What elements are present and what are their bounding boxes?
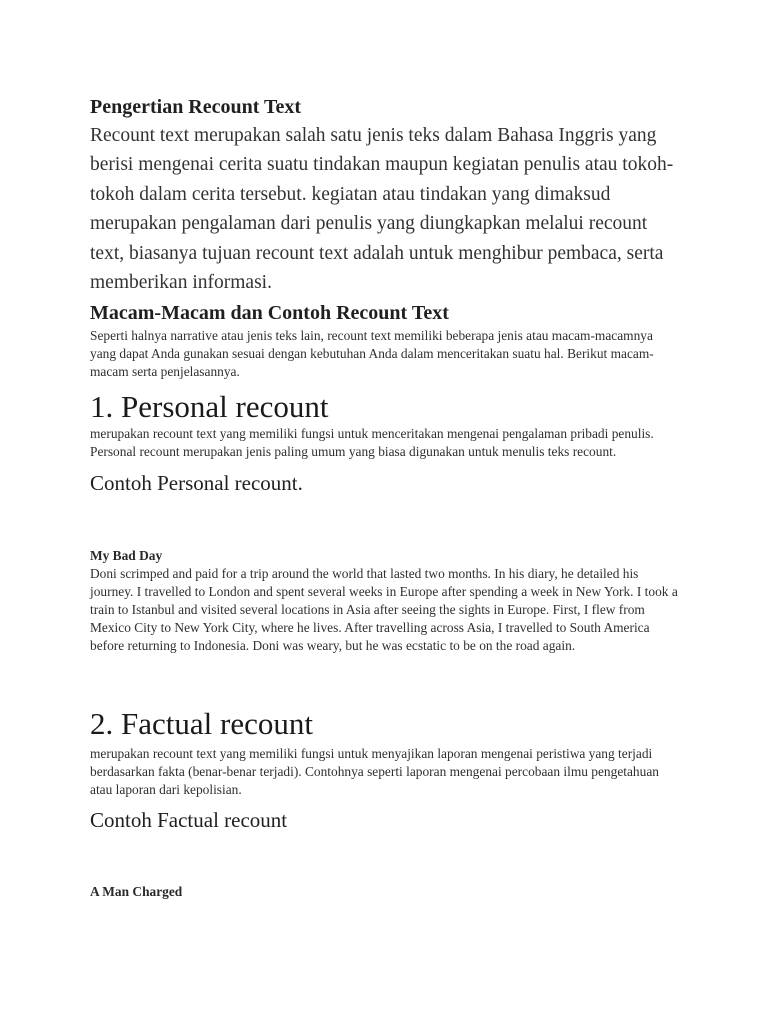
paragraph-macam: Seperti halnya narrative atau jenis teks lain, recount text memiliki beberapa jenis atau macam-macamnya yang dapat Anda gunakan sesuai dengan kebutuhan Anda dalam menceritakan suatu hal. Berikut macam-macam serta penjelasannya. (90, 328, 654, 380)
section-heading-macam: Macam-Macam dan Contoh Recount Text (90, 302, 449, 325)
document-page (90, 93, 690, 901)
paragraph-my-bad-day: Doni scrimped and paid for a trip around the world that lasted two months. In his diary, he detailed his journey. I travelled to London and spent several weeks in Europe after spending a week in New York. I took a train to Istanbul and visited several locations in Asia after seeing the sights in Europe. First, I flew from Mexico City to New York City, where he lives. After travelling across Asia, I travelled to South America before returning to Indonesia. Doni was weary, but he was ecstatic to be on the road again. (90, 566, 678, 654)
example-title-a-man-charged: A Man Charged (90, 884, 183, 900)
section-heading-pengertian: Pengertian Recount Text (90, 96, 302, 118)
heading-factual-example: Contoh Factual recount (90, 808, 288, 833)
paragraph-personal-description: merupakan recount text yang memiliki fungsi untuk menceritakan mengenai pengalaman pribadi penulis. Personal recount merupakan jenis paling umum yang biasa digunakan untuk menulis teks recount. (90, 426, 654, 460)
heading-personal-example: Contoh Personal recount. (90, 471, 303, 496)
example-title-my-bad-day: My Bad Day (90, 548, 163, 564)
heading-factual-recount: 2. Factual recount (90, 706, 313, 742)
paragraph-pengertian: Recount text merupakan salah satu jenis teks dalam Bahasa Inggris yang berisi mengenai cerita suatu tindakan maupun kegiatan penulis atau tokoh-tokoh dalam cerita tersebut. kegiatan atau tindakan yang dimaksud merupakan pengalaman dari penulis yang diungkapkan melalui recount text, biasanya tujuan recount text adalah untuk menghibur pembaca, serta memberikan informasi. (90, 125, 674, 294)
paragraph-factual-description: merupakan recount text yang memiliki fungsi untuk menyajikan laporan mengenai peristiwa yang terjadi berdasarkan fakta (benar-benar terjadi). Contohnya seperti laporan mengenai percobaan ilmu pengetahuan atau laporan dari kepolisian. (90, 746, 659, 798)
heading-personal-recount: 1. Personal recount (90, 389, 329, 425)
